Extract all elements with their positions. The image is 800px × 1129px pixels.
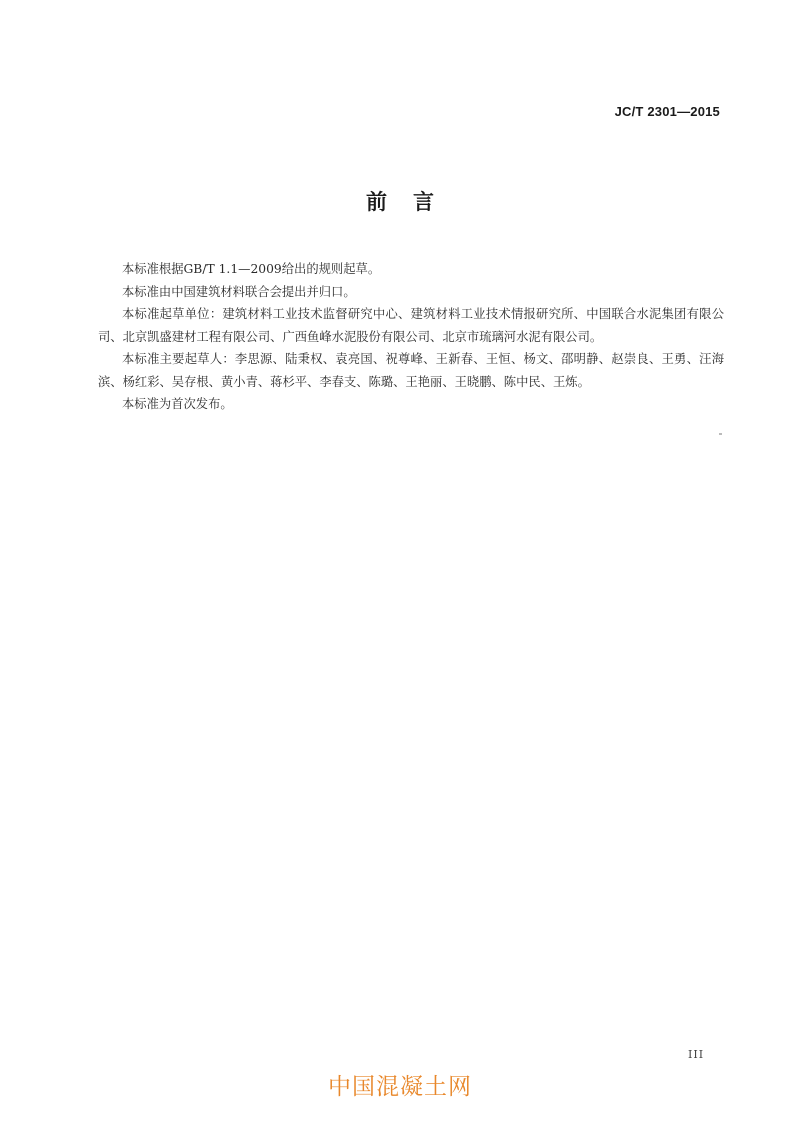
watermark-logo: 中国混凝土网	[328, 1074, 472, 1100]
page-number: III	[688, 1048, 705, 1061]
paragraph-first-release: 本标准为首次发布。	[122, 397, 233, 411]
page-title: 前言	[366, 190, 460, 214]
paragraph-drafters: 本标准主要起草人：李思源、陆秉权、袁亮国、祝尊峰、王新春、王恒、杨文、邵明静、赵崇良、王勇、汪海滨、杨红彩、吴存根、黄小青、蒋杉平、李春支、陈璐、王艳丽、王晓鹏、陈中民、王炼。	[98, 352, 724, 389]
paragraph-drafting-rules: 本标准根据GB/T 1.1—2009给出的规则起草。	[122, 262, 381, 276]
scan-speck	[719, 433, 722, 435]
paragraph-proposer: 本标准由中国建筑材料联合会提出并归口。	[122, 284, 356, 299]
paragraph-drafting-units: 本标准起草单位：建筑材料工业技术监督研究中心、建筑材料工业技术情报研究所、中国联合水泥集团有限公司、北京凯盛建材工程有限公司、广西鱼峰水泥股份有限公司、北京市琉璃河水泥有限公司。	[98, 307, 724, 344]
standard-code: JC/T 2301—2015	[614, 104, 720, 119]
foreword-body	[98, 258, 724, 416]
